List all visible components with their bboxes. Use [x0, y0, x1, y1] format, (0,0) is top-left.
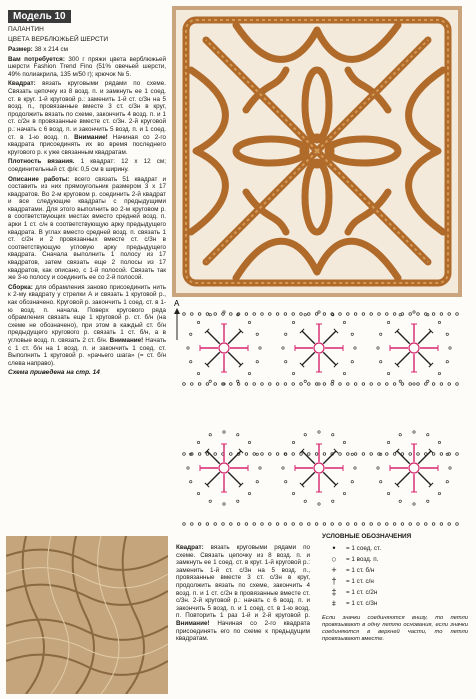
chain-dot: [187, 467, 189, 469]
chain-dot: [347, 453, 350, 456]
chain-dot: [378, 523, 381, 526]
chain-dot: [427, 500, 429, 502]
chain-dot: [386, 313, 389, 316]
chain-dot: [256, 453, 258, 455]
chain-dot: [245, 313, 248, 316]
legend-item: † = 1 ст. с/н: [322, 576, 468, 587]
chain-dot: [198, 523, 201, 526]
chain-dot: [380, 361, 382, 363]
chain-dot: [285, 361, 287, 363]
chain-dot: [284, 313, 287, 316]
chain-dot: [386, 453, 389, 456]
chain-dot: [343, 441, 345, 443]
stitch-mark: [207, 352, 220, 365]
chain-dot: [448, 523, 451, 526]
chain-dot: [354, 453, 357, 456]
chain-dot: [315, 313, 318, 316]
chain-dot: [438, 321, 440, 323]
chain-dot: [183, 383, 186, 386]
chain-dot: [432, 313, 435, 316]
chain-dot: [248, 441, 250, 443]
chain-dot: [440, 313, 443, 316]
chain-dot: [362, 523, 365, 526]
chain-dot: [237, 434, 239, 436]
chain-dot: [354, 313, 357, 316]
chain-dot: [197, 441, 199, 443]
chain-dot: [253, 313, 256, 316]
chain-dot: [245, 523, 248, 526]
chain-dot: [332, 380, 334, 382]
chain-dot: [315, 453, 318, 456]
crochet-chart: [172, 300, 466, 528]
chain-dot: [409, 313, 412, 316]
assembly-paragraph: Сборка: для обрамления заново присоединить нить к 2-му квадрату у стрелки А и связать 1 круговой р., как обозначено. Круговой р. закончить 1 соед. ст. в 1-ю возд. п. начала. Поверх кругового ряда обрамления связать еще 1 круговой р. ст. б/н (на схеме не обозначено), при этом в каждый ст. б/н предыдущего кругового р. связать 1 ст. б/н, а в угловые возд. п. связать 2 ст. б/н. Внимание! Начать с 1 ст. б/н на 1 возд. п. и закончить 1 соед. ст. Выполнить 1 круговой р. «рачьего шага» (= ст. б/н слева направо).: [8, 283, 167, 367]
legend-item: ‡ = 1 ст. с/2н: [322, 587, 468, 598]
chain-dot: [354, 383, 357, 386]
chain-dot: [197, 372, 199, 374]
crochet-chart-svg: [172, 300, 466, 528]
chain-dot: [456, 523, 459, 526]
chain-dot: [248, 372, 250, 374]
chain-dot: [253, 383, 256, 386]
chain-dot: [380, 481, 382, 483]
chain-dot: [332, 500, 334, 502]
chain-dot: [448, 313, 451, 316]
stole-detail-photo: [6, 536, 168, 694]
materials-paragraph: Вам потребуется: 300 г пряжи цвета верблюжьей шерсти Fashion Trend Fino (51% овечьей шерсти, 49% полиакрила, 135 м/50 г); крючок № 5.: [8, 55, 166, 78]
chain-dot: [308, 313, 311, 316]
chain-dot: [237, 383, 240, 386]
double-crochet-icon: †: [331, 576, 337, 586]
chain-dot: [230, 383, 233, 386]
chain-dot: [377, 467, 379, 469]
chain-dot: [292, 313, 295, 316]
chain-dot: [308, 453, 311, 456]
chain-dot: [331, 383, 334, 386]
chain-dot: [292, 372, 294, 374]
chain-dot: [343, 492, 345, 494]
square-paragraph: Квадрат: вязать круговыми рядами по схеме. Связать цепочку из 8 возд. п. и замкнуть ее 1 соед. ст. в круг. 1-й круговой р.: заменить 1-й ст. с/3н на 5 возд. п., провязанные вместе 3 ст. с/3н в круг, продолжить вязать по схеме, закончить 4 возд. п. и 1 ст. с/2н в провязанные вместе ст. с/3н. 2-й круговой р.: начать с 6 возд. п. и закончить 5 возд. п. и 1 соед. ст. в 1-ю возд. п. Внимание! Начиная со 2-го квадрата присоединять их во время последнего кругового р. к уже связанным квадратам.: [8, 80, 167, 156]
chain-dot: [304, 380, 306, 382]
chain-dot: [386, 523, 389, 526]
chain-dot: [276, 383, 279, 386]
stitch-mark: [323, 331, 336, 344]
chain-dot: [393, 313, 396, 316]
chain-dot: [183, 523, 186, 526]
stitch-mark: [228, 472, 241, 485]
chain-dot: [276, 523, 279, 526]
chain-dot: [237, 380, 239, 382]
chain-dot: [318, 311, 320, 313]
chain-dot: [440, 383, 443, 386]
legend-item: + = 1 ст. б/н: [322, 565, 468, 576]
chain-dot: [339, 523, 342, 526]
chain-dot: [261, 453, 264, 456]
chain-dot: [187, 347, 189, 349]
chain-dot: [386, 383, 389, 386]
arrow-a-head: [174, 308, 180, 314]
chain-dot: [401, 383, 404, 386]
chain-dot: [332, 434, 334, 436]
chain-dot: [300, 523, 303, 526]
see-scheme-note: Схема приведена на стр. 14: [8, 369, 100, 377]
chain-dot: [446, 333, 448, 335]
chain-dot: [377, 347, 379, 349]
chain-dot: [448, 383, 451, 386]
stitch-mark: [302, 352, 315, 365]
chain-dot: [308, 383, 311, 386]
chain-dot: [347, 523, 350, 526]
chain-dot: [413, 431, 415, 433]
chain-dot: [446, 361, 448, 363]
chain-dot: [347, 383, 350, 386]
chain-dot: [276, 453, 279, 456]
chain-dot: [456, 383, 459, 386]
chain-dot: [399, 500, 401, 502]
chain-dot: [256, 361, 258, 363]
chain-dot: [323, 523, 326, 526]
chain-dot: [248, 492, 250, 494]
motif-ring: [409, 343, 419, 353]
stitch-mark: [397, 352, 410, 365]
chain-dot: [378, 313, 381, 316]
chain-dot: [269, 313, 272, 316]
chain-dot: [292, 441, 294, 443]
chain-dot: [230, 453, 233, 456]
chain-dot: [245, 453, 248, 456]
stitch-mark: [323, 472, 336, 485]
chain-dot: [432, 383, 435, 386]
chain-dot: [304, 314, 306, 316]
chain-dot: [362, 453, 365, 456]
chain-dot: [259, 347, 261, 349]
chain-dot: [183, 453, 186, 456]
chain-dot: [387, 441, 389, 443]
stitch-mark: [397, 472, 410, 485]
chain-dot: [209, 500, 211, 502]
chain-dot: [354, 467, 356, 469]
chain-dot: [351, 361, 353, 363]
chain-dot: [339, 383, 342, 386]
crochet-square-photo: [172, 6, 462, 297]
chain-dot: [339, 313, 342, 316]
chain-dot: [413, 311, 415, 313]
chain-dot: [351, 453, 353, 455]
treble-crochet-icon: ‡: [331, 587, 337, 597]
chain-dot: [449, 347, 451, 349]
stitch-mark: [323, 352, 336, 365]
stole-texture: [6, 536, 168, 694]
description-paragraph: Описание работы: всего связать 51 квадрат и составить из них прямоугольник размером 3 х 17 квадратов. Во 2-м круговом р. соединить 2-й квадрат и все следующие квадраты с предыдущими квадратами. Для этого выполнить во 2-м круговом р. в соответствующих местах вместо средней возд. п. арки 1 ст. с/н в соответствующую арку предыдущего квадрата. В углах вместо средней возд. п. связать 1 ст. с/2н и 2 провязанных вместе ст. с/3н в соответствующую угловую арку предыдущего квадрата. Сначала выполнить 1 полосу из 17 квадратов, затем связать еще 2 полосы из 17 квадратов, как описано, с 1-й полосой. Связать так же 3-ю полосу и соединить ее со 2-й полосой.: [8, 175, 166, 282]
chain-dot: [191, 523, 194, 526]
chain-dot: [282, 467, 284, 469]
chain-dot: [393, 383, 396, 386]
chain-dot: [380, 333, 382, 335]
stitch-mark: [418, 352, 431, 365]
chain-dot: [456, 313, 459, 316]
chain-dot: [449, 467, 451, 469]
chain-dot: [331, 523, 334, 526]
chain-dot: [261, 383, 264, 386]
chain-dot: [209, 380, 211, 382]
chain-dot: [417, 313, 420, 316]
chain-dot: [438, 492, 440, 494]
slip-stitch-icon: •: [332, 543, 336, 553]
motif-ring: [219, 463, 229, 473]
chain-dot: [354, 347, 356, 349]
legend-item: ⧧ = 1 ст. с/3н: [322, 598, 468, 609]
legend-title: УСЛОВНЫЕ ОБОЗНАЧЕНИЯ: [322, 533, 412, 540]
chain-dot: [198, 383, 201, 386]
chain-dot: [284, 523, 287, 526]
chain-dot: [343, 372, 345, 374]
chain-dot: [323, 313, 326, 316]
double-treble-icon: ⧧: [331, 598, 337, 608]
chain-dot: [432, 523, 435, 526]
stitch-mark: [207, 331, 220, 344]
model-title: Модель 10: [8, 10, 71, 23]
chain-dot: [399, 380, 401, 382]
chain-dot: [261, 523, 264, 526]
chain-dot: [417, 453, 420, 456]
stitch-mark: [397, 331, 410, 344]
chain-dot: [440, 453, 443, 456]
chain-dot: [370, 313, 373, 316]
chain-dot: [387, 372, 389, 374]
chain-dot: [399, 434, 401, 436]
chain-dot: [425, 383, 428, 386]
chain-dot: [209, 314, 211, 316]
stitch-mark: [228, 352, 241, 365]
chain-dot: [427, 434, 429, 436]
chain-stitch-icon: ○: [331, 554, 337, 564]
chain-dot: [253, 523, 256, 526]
chain-dot: [285, 333, 287, 335]
chain-dot: [370, 383, 373, 386]
chain-dot: [413, 503, 415, 505]
chain-dot: [401, 523, 404, 526]
motif-ring: [409, 463, 419, 473]
chain-dot: [230, 313, 233, 316]
chain-dot: [387, 492, 389, 494]
chain-dot: [413, 383, 415, 385]
chain-dot: [190, 333, 192, 335]
chain-dot: [354, 523, 357, 526]
chain-dot: [206, 523, 209, 526]
stitch-mark: [228, 331, 241, 344]
chain-dot: [300, 313, 303, 316]
chain-dot: [347, 313, 350, 316]
chain-dot: [393, 523, 396, 526]
chain-dot: [206, 313, 209, 316]
chain-dot: [198, 313, 201, 316]
chain-dot: [304, 434, 306, 436]
chain-dot: [409, 453, 412, 456]
chain-dot: [351, 481, 353, 483]
chain-dot: [256, 333, 258, 335]
chain-dot: [206, 383, 209, 386]
chain-dot: [190, 361, 192, 363]
legend-item: ○ = 1 возд. п.: [322, 554, 468, 565]
legend-note: Если значки соединяются внизу, то петли провязывают в одну петлю основания, если значки соединяются в верхней части, то петли провязывают вместе.: [322, 615, 468, 642]
chain-dot: [259, 467, 261, 469]
chain-dot: [214, 313, 217, 316]
chain-dot: [261, 313, 264, 316]
chain-dot: [351, 333, 353, 335]
chain-dot: [362, 313, 365, 316]
motif-ring: [314, 463, 324, 473]
arrow-label-a: A: [174, 300, 180, 308]
stitch-mark: [302, 472, 315, 485]
chain-dot: [237, 523, 240, 526]
chain-dot: [409, 523, 412, 526]
stitch-mark: [418, 331, 431, 344]
stitch-mark: [207, 451, 220, 464]
motif-ring: [314, 343, 324, 353]
chain-dot: [318, 503, 320, 505]
chain-dot: [370, 453, 373, 456]
chain-dot: [197, 492, 199, 494]
chain-dot: [191, 313, 194, 316]
chain-dot: [292, 383, 295, 386]
chain-dot: [223, 431, 225, 433]
density-paragraph: Плотность вязания. 1 квадрат: 12 х 12 см; соединительный ст. ф/к: 0,5 см в ширину.: [8, 158, 166, 173]
chain-dot: [284, 383, 287, 386]
chain-dot: [339, 453, 342, 456]
chain-dot: [269, 383, 272, 386]
chain-dot: [237, 500, 239, 502]
motif-ring: [219, 343, 229, 353]
chain-dot: [256, 481, 258, 483]
legend: [322, 533, 468, 643]
chain-dot: [292, 321, 294, 323]
chain-dot: [222, 523, 225, 526]
chain-dot: [190, 481, 192, 483]
chain-dot: [214, 453, 217, 456]
chain-dot: [409, 383, 412, 386]
chain-dot: [304, 500, 306, 502]
chain-dot: [292, 453, 295, 456]
chain-dot: [292, 492, 294, 494]
chain-dot: [417, 523, 420, 526]
chain-dot: [183, 313, 186, 316]
chain-dot: [318, 431, 320, 433]
chain-dot: [438, 372, 440, 374]
crochet-square-illustration: [176, 10, 458, 293]
chain-dot: [230, 523, 233, 526]
left-column: [8, 6, 166, 376]
chain-dot: [269, 523, 272, 526]
subtitle-1: ПАЛАНТИН: [8, 26, 44, 33]
chain-dot: [248, 321, 250, 323]
stitch-mark: [302, 331, 315, 344]
chain-dot: [292, 523, 295, 526]
chain-dot: [323, 453, 326, 456]
bottom-instructions: Квадрат: вязать круговыми рядами по схеме. Связать цепочку из 8 возд. п. и замкнуть ее 1 соед. ст. в круг. 1-й круговой р.: заменить 1-й ст. с/3н на 5 возд. п., провязанные вместе 3 ст. с/3н в круг, продолжить вязать по схеме, закончить 4 возд. п. и 1 ст. с/2н в провязанные вместе ст. с/3н. 2-й круговой р.: начать с 6 возд. п. и закончить 5 возд. п. и 1 соед. ст. в 1-ю возд. п. Повторить 1 раз 1-й и 2-й круговой р. Внимание! Начиная со 2-го квадрата присоединять его по схеме к предыдущим квадратам.: [176, 544, 311, 643]
subtitle-2: ЦВЕТА ВЕРБЛЮЖЬЕЙ ШЕРСТИ: [8, 36, 109, 43]
chain-dot: [427, 380, 429, 382]
chain-dot: [343, 321, 345, 323]
chain-dot: [417, 383, 420, 386]
stitch-grid: [183, 311, 459, 526]
stitch-mark: [418, 472, 431, 485]
stitch-mark: [207, 472, 220, 485]
chain-dot: [380, 453, 382, 455]
chain-dot: [438, 441, 440, 443]
chain-dot: [214, 383, 217, 386]
chain-dot: [440, 523, 443, 526]
chain-dot: [456, 453, 459, 456]
chain-dot: [370, 523, 373, 526]
chain-dot: [378, 383, 381, 386]
chain-dot: [300, 383, 303, 386]
chain-dot: [245, 383, 248, 386]
chain-dot: [282, 347, 284, 349]
chain-dot: [209, 434, 211, 436]
chain-dot: [308, 523, 311, 526]
chain-dot: [315, 523, 318, 526]
chain-dot: [362, 383, 365, 386]
chain-dot: [276, 313, 279, 316]
chain-dot: [269, 453, 272, 456]
chain-dot: [285, 481, 287, 483]
chain-dot: [323, 383, 326, 386]
chain-dot: [214, 523, 217, 526]
legend-item: • = 1 соед. ст.: [322, 543, 468, 554]
chain-dot: [198, 453, 201, 456]
chain-dot: [223, 503, 225, 505]
chain-dot: [197, 321, 199, 323]
size-paragraph: Размер: 38 х 214 см: [8, 46, 68, 53]
chain-dot: [387, 321, 389, 323]
chain-dot: [191, 383, 194, 386]
chain-dot: [253, 453, 256, 456]
chain-dot: [425, 523, 428, 526]
chain-dot: [446, 481, 448, 483]
single-crochet-icon: +: [331, 565, 337, 575]
